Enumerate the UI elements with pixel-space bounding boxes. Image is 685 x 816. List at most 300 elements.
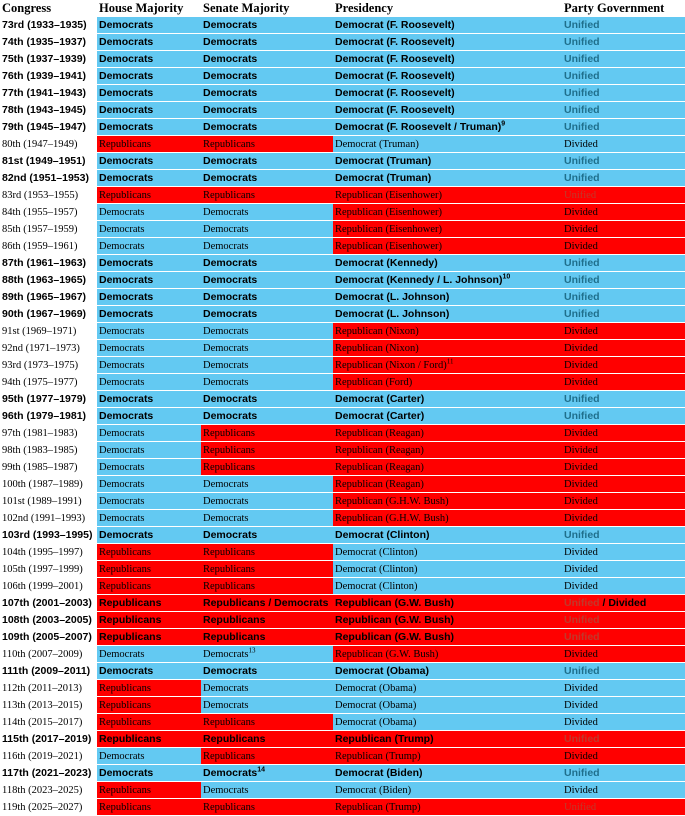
cell-senate-majority-text: Democrats (203, 325, 249, 337)
cell-house-majority (97, 578, 201, 595)
cell-senate-majority (201, 782, 333, 799)
col-header-senate: Senate Majority (201, 0, 333, 17)
cell-senate-majority-text: Republicans (203, 444, 255, 456)
table-row (0, 51, 685, 68)
cell-congress-text: 104th (1995–1997) (2, 546, 83, 558)
cell-party-government-text: Unified (564, 86, 600, 99)
cell-house-majority-text: Democrats (99, 376, 145, 388)
cell-presidency-text: Republican (G.W. Bush) (335, 613, 455, 626)
cell-house-majority-text: Republicans (99, 732, 162, 745)
cell-presidency (333, 221, 562, 238)
cell-senate-majority (201, 408, 333, 425)
cell-presidency-text: Democrat (Kennedy / L. Johnson) (335, 273, 503, 286)
header-row (0, 0, 685, 17)
cell-party-government (562, 34, 685, 51)
cell-party-government-text: Unified (564, 732, 600, 745)
cell-senate-majority-text: Republicans (203, 630, 266, 643)
cell-senate-majority-text: Democrats (203, 512, 249, 524)
cell-party-government-text: Divided (564, 784, 598, 796)
cell-senate-majority-text: Republicans (203, 461, 255, 473)
cell-congress (0, 136, 97, 153)
cell-senate-majority (201, 323, 333, 340)
cell-house-majority (97, 34, 201, 51)
cell-house-majority (97, 731, 201, 748)
cell-senate-majority (201, 629, 333, 646)
cell-house-majority-text: Democrats (99, 359, 145, 371)
cell-house-majority (97, 595, 201, 612)
cell-congress (0, 782, 97, 799)
cell-senate-majority-text: Democrats (203, 290, 258, 303)
cell-presidency-text: Democrat (F. Roosevelt) (335, 103, 455, 116)
cell-party-government-text: Divided (564, 206, 598, 218)
cell-presidency-text: Republican (Eisenhower) (335, 240, 443, 252)
cell-house-majority (97, 136, 201, 153)
cell-congress-text: 109th (2005–2007) (2, 630, 92, 643)
table-row (0, 136, 685, 153)
cell-congress (0, 799, 97, 816)
cell-congress-text: 87th (1961–1963) (2, 256, 87, 269)
cell-senate-majority (201, 442, 333, 459)
table-row (0, 646, 685, 663)
cell-house-majority-text: Democrats (99, 171, 154, 184)
cell-congress (0, 748, 97, 765)
cell-congress-text: 111th (2009–2011) (2, 664, 91, 677)
cell-senate-majority (201, 187, 333, 204)
cell-presidency-text: Democrat (Biden) (335, 766, 423, 779)
table-row (0, 782, 685, 799)
cell-senate-majority-text: Democrats (203, 478, 249, 490)
cell-presidency-text: Republican (Eisenhower) (335, 206, 443, 218)
cell-presidency-text: Republican (G.W. Bush) (335, 648, 439, 660)
cell-congress-text: 80th (1947–1949) (2, 138, 78, 150)
cell-house-majority (97, 102, 201, 119)
cell-party-government (562, 221, 685, 238)
cell-senate-majority-text: Democrats (203, 86, 258, 99)
cell-house-majority (97, 476, 201, 493)
cell-senate-majority-text: Republicans (203, 138, 255, 150)
table-row (0, 119, 685, 136)
cell-party-government (562, 459, 685, 476)
cell-presidency-text: Republican (G.H.W. Bush) (335, 495, 449, 507)
cell-house-majority (97, 119, 201, 136)
cell-congress-text: 116th (2019–2021) (2, 750, 83, 762)
cell-presidency-text: Democrat (F. Roosevelt) (335, 18, 455, 31)
cell-congress (0, 289, 97, 306)
cell-presidency (333, 714, 562, 731)
cell-party-government (562, 340, 685, 357)
cell-congress (0, 34, 97, 51)
table-row (0, 68, 685, 85)
cell-presidency-text: Republican (Reagan) (335, 427, 424, 439)
cell-senate-majority-text: Democrats (203, 682, 249, 694)
cell-party-government (562, 799, 685, 816)
cell-house-majority-text: Republicans (99, 716, 151, 728)
cell-house-majority-text: Democrats (99, 52, 154, 65)
cell-congress-text: 97th (1981–1983) (2, 427, 78, 439)
cell-senate-majority-text: Republicans (203, 189, 255, 201)
cell-presidency-text: Republican (Reagan) (335, 461, 424, 473)
footnote-marker[interactable]: 13 (248, 646, 256, 654)
table-row (0, 340, 685, 357)
cell-party-government-text: Divided (564, 546, 598, 558)
cell-congress-text: 74th (1935–1937) (2, 35, 87, 48)
cell-party-government-text: Unified (564, 664, 600, 677)
cell-party-government-text: Unified (564, 290, 600, 303)
cell-presidency-text: Republican (Nixon) (335, 325, 419, 337)
cell-congress (0, 442, 97, 459)
cell-senate-majority (201, 731, 333, 748)
cell-party-government-text: Divided (564, 682, 598, 694)
cell-congress-text: 98th (1983–1985) (2, 444, 78, 456)
cell-house-majority-text: Democrats (99, 766, 154, 779)
cell-party-government-secondary: / Divided (599, 596, 647, 609)
cell-presidency-text: Democrat (F. Roosevelt) (335, 52, 455, 65)
cell-congress (0, 119, 97, 136)
cell-senate-majority-text: Democrats (203, 495, 249, 507)
cell-house-majority (97, 238, 201, 255)
cell-presidency (333, 340, 562, 357)
cell-presidency (333, 748, 562, 765)
cell-congress-text: 100th (1987–1989) (2, 478, 83, 490)
cell-congress (0, 629, 97, 646)
cell-congress-text: 105th (1997–1999) (2, 563, 83, 575)
cell-house-majority-text: Democrats (99, 495, 145, 507)
cell-house-majority-text: Democrats (99, 512, 145, 524)
cell-presidency (333, 459, 562, 476)
cell-house-majority (97, 391, 201, 408)
cell-presidency (333, 153, 562, 170)
cell-house-majority-text: Republicans (99, 784, 151, 796)
cell-senate-majority (201, 510, 333, 527)
cell-presidency-text: Democrat (Truman) (335, 171, 432, 184)
cell-party-government (562, 612, 685, 629)
cell-presidency-text: Democrat (Obama) (335, 664, 429, 677)
cell-party-government (562, 561, 685, 578)
cell-party-government-text: Unified (564, 52, 600, 65)
table-row (0, 731, 685, 748)
cell-congress (0, 612, 97, 629)
cell-congress-text: 96th (1979–1981) (2, 409, 87, 422)
cell-party-government-text: Unified (564, 528, 600, 541)
table-row (0, 629, 685, 646)
cell-house-majority (97, 340, 201, 357)
cell-house-majority-text: Democrats (99, 444, 145, 456)
cell-house-majority-text: Democrats (99, 325, 145, 337)
cell-party-government-text: Unified (564, 630, 600, 643)
cell-house-majority-text: Republicans (99, 563, 151, 575)
cell-presidency (333, 425, 562, 442)
cell-party-government-text: Unified (564, 35, 600, 48)
cell-senate-majority-text: Democrats (203, 307, 258, 320)
cell-senate-majority-text: Democrats (203, 154, 258, 167)
col-header-government: Party Government (562, 0, 685, 17)
cell-house-majority-text: Democrats (99, 427, 145, 439)
cell-party-government (562, 629, 685, 646)
cell-congress (0, 204, 97, 221)
cell-senate-majority (201, 459, 333, 476)
table-row (0, 17, 685, 34)
cell-presidency (333, 782, 562, 799)
cell-presidency-text: Democrat (Carter) (335, 392, 425, 405)
cell-house-majority-text: Democrats (99, 69, 154, 82)
cell-party-government (562, 68, 685, 85)
cell-house-majority-text: Republicans (99, 596, 162, 609)
cell-congress (0, 17, 97, 34)
cell-party-government-text: Divided (564, 478, 598, 490)
table-row (0, 561, 685, 578)
cell-house-majority-text: Republicans (99, 630, 162, 643)
cell-senate-majority (201, 595, 333, 612)
cell-presidency (333, 544, 562, 561)
cell-party-government (562, 646, 685, 663)
cell-party-government (562, 476, 685, 493)
cell-congress (0, 170, 97, 187)
cell-presidency-text: Republican (Eisenhower) (335, 223, 443, 235)
cell-congress-text: 103rd (1993–1995) (2, 528, 93, 541)
cell-presidency (333, 272, 562, 289)
table-row (0, 306, 685, 323)
cell-congress-text: 95th (1977–1979) (2, 392, 87, 405)
table-row (0, 272, 685, 289)
cell-house-majority (97, 17, 201, 34)
cell-house-majority (97, 459, 201, 476)
table-row (0, 510, 685, 527)
table-row (0, 697, 685, 714)
table-row (0, 748, 685, 765)
cell-senate-majority (201, 102, 333, 119)
cell-house-majority-text: Republicans (99, 613, 162, 626)
cell-senate-majority (201, 663, 333, 680)
cell-congress-text: 113th (2013–2015) (2, 699, 83, 711)
cell-party-government (562, 170, 685, 187)
cell-presidency (333, 306, 562, 323)
cell-congress (0, 459, 97, 476)
cell-house-majority (97, 425, 201, 442)
cell-party-government-text: Divided (564, 750, 598, 762)
cell-congress (0, 68, 97, 85)
cell-presidency (333, 170, 562, 187)
table-row (0, 578, 685, 595)
cell-senate-majority-text: Democrats (203, 171, 258, 184)
cell-presidency (333, 408, 562, 425)
cell-senate-majority-text: Democrats (203, 52, 258, 65)
cell-house-majority-text: Democrats (99, 478, 145, 490)
cell-presidency (333, 629, 562, 646)
cell-house-majority-text: Democrats (99, 103, 154, 116)
cell-party-government (562, 697, 685, 714)
cell-presidency (333, 612, 562, 629)
cell-congress (0, 102, 97, 119)
cell-presidency-text: Republican (G.H.W. Bush) (335, 512, 449, 524)
cell-senate-majority (201, 544, 333, 561)
table-row (0, 187, 685, 204)
cell-presidency (333, 391, 562, 408)
cell-senate-majority-text: Democrats (203, 69, 258, 82)
cell-house-majority-text: Democrats (99, 18, 154, 31)
cell-house-majority (97, 153, 201, 170)
cell-party-government (562, 289, 685, 306)
cell-party-government-text: Unified (564, 69, 600, 82)
cell-congress (0, 595, 97, 612)
cell-senate-majority-text: Republicans (203, 580, 255, 592)
cell-presidency-text: Democrat (F. Roosevelt) (335, 86, 455, 99)
table-row (0, 153, 685, 170)
cell-congress-text: 78th (1943–1945) (2, 103, 87, 116)
cell-congress (0, 272, 97, 289)
cell-presidency (333, 731, 562, 748)
cell-house-majority-text: Democrats (99, 120, 154, 133)
table-row (0, 170, 685, 187)
cell-house-majority (97, 697, 201, 714)
cell-congress-text: 82nd (1951–1953) (2, 171, 89, 184)
cell-presidency (333, 493, 562, 510)
cell-party-government-text: Divided (564, 223, 598, 235)
cell-party-government-text: Divided (564, 495, 598, 507)
cell-party-government (562, 306, 685, 323)
cell-presidency-text: Democrat (Clinton) (335, 528, 430, 541)
table-row (0, 714, 685, 731)
cell-party-government-text: Divided (564, 580, 598, 592)
cell-presidency (333, 323, 562, 340)
footnote-marker[interactable]: 10 (502, 273, 511, 280)
cell-presidency (333, 578, 562, 595)
cell-house-majority (97, 663, 201, 680)
cell-presidency-text: Democrat (Kennedy) (335, 256, 438, 269)
cell-house-majority-text: Republicans (99, 138, 151, 150)
cell-party-government (562, 544, 685, 561)
cell-congress (0, 544, 97, 561)
footnote-marker[interactable]: 11 (446, 357, 454, 365)
cell-presidency-text: Democrat (L. Johnson) (335, 290, 450, 303)
cell-congress (0, 51, 97, 68)
cell-congress-text: 92nd (1971–1973) (2, 342, 80, 354)
cell-senate-majority-text: Democrats (203, 392, 258, 405)
cell-congress (0, 765, 97, 782)
cell-congress (0, 391, 97, 408)
cell-senate-majority-text: Democrats (203, 376, 249, 388)
cell-presidency (333, 765, 562, 782)
cell-party-government (562, 85, 685, 102)
cell-house-majority-text: Democrats (99, 223, 145, 235)
cell-party-government-text: Divided (564, 427, 598, 439)
cell-house-majority (97, 306, 201, 323)
cell-senate-majority (201, 612, 333, 629)
cell-senate-majority-text: Republicans (203, 801, 255, 813)
cell-congress-text: 106th (1999–2001) (2, 580, 83, 592)
cell-congress (0, 306, 97, 323)
cell-party-government (562, 323, 685, 340)
cell-congress (0, 221, 97, 238)
cell-house-majority-text: Democrats (99, 528, 154, 541)
cell-house-majority-text: Democrats (99, 273, 154, 286)
col-header-presidency: Presidency (333, 0, 562, 17)
cell-party-government (562, 153, 685, 170)
cell-congress (0, 340, 97, 357)
cell-senate-majority (201, 204, 333, 221)
cell-house-majority-text: Democrats (99, 461, 145, 473)
table-row (0, 459, 685, 476)
cell-party-government-text: Unified (564, 171, 600, 184)
cell-presidency (333, 289, 562, 306)
cell-senate-majority-text: Democrats (203, 664, 258, 677)
footnote-marker[interactable]: 14 (257, 766, 266, 773)
cell-presidency (333, 476, 562, 493)
cell-congress-text: 86th (1959–1961) (2, 240, 78, 252)
cell-senate-majority (201, 374, 333, 391)
cell-senate-majority-text: Republicans (203, 546, 255, 558)
table-row (0, 663, 685, 680)
cell-presidency (333, 51, 562, 68)
cell-party-government (562, 510, 685, 527)
cell-senate-majority (201, 680, 333, 697)
cell-party-government (562, 714, 685, 731)
cell-senate-majority (201, 153, 333, 170)
cell-senate-majority-text: Democrats (203, 342, 249, 354)
table-row (0, 527, 685, 544)
cell-congress (0, 425, 97, 442)
cell-house-majority (97, 493, 201, 510)
cell-party-government (562, 493, 685, 510)
cell-presidency (333, 187, 562, 204)
table-row (0, 595, 685, 612)
cell-presidency-text: Democrat (Truman) (335, 154, 432, 167)
table-row (0, 289, 685, 306)
table-row (0, 255, 685, 272)
cell-senate-majority (201, 476, 333, 493)
cell-congress-text: 83rd (1953–1955) (2, 189, 79, 201)
table-row (0, 476, 685, 493)
cell-presidency-text: Democrat (Truman) (335, 138, 419, 150)
cell-presidency (333, 85, 562, 102)
cell-party-government (562, 527, 685, 544)
cell-presidency-text: Democrat (F. Roosevelt) (335, 69, 455, 82)
cell-party-government (562, 731, 685, 748)
cell-party-government (562, 255, 685, 272)
cell-house-majority-text: Democrats (99, 750, 145, 762)
table-row (0, 799, 685, 816)
cell-presidency-text: Republican (Nixon / Ford) (335, 359, 447, 371)
table-row (0, 544, 685, 561)
cell-senate-majority-text: Democrats (203, 206, 249, 218)
cell-congress-text: 81st (1949–1951) (2, 154, 86, 167)
cell-house-majority-text: Democrats (99, 648, 145, 660)
table-row (0, 425, 685, 442)
cell-house-majority (97, 510, 201, 527)
cell-senate-majority-text: Republicans (203, 613, 266, 626)
cell-presidency (333, 357, 562, 374)
cell-congress-text: 77th (1941–1943) (2, 86, 87, 99)
cell-congress (0, 578, 97, 595)
cell-presidency (333, 34, 562, 51)
cell-congress-text: 85th (1957–1959) (2, 223, 78, 235)
cell-congress (0, 561, 97, 578)
cell-senate-majority-text: Democrats (203, 699, 249, 711)
footnote-marker[interactable]: 9 (501, 120, 506, 127)
cell-party-government-text: Unified (564, 18, 600, 31)
cell-presidency-text: Democrat (Clinton) (335, 546, 418, 558)
cell-senate-majority (201, 255, 333, 272)
cell-house-majority (97, 204, 201, 221)
table-body (0, 17, 685, 816)
cell-party-government (562, 272, 685, 289)
table-row (0, 34, 685, 51)
cell-senate-majority (201, 425, 333, 442)
cell-party-government (562, 204, 685, 221)
cell-party-government (562, 663, 685, 680)
cell-presidency-text: Republican (Ford) (335, 376, 413, 388)
cell-house-majority-text: Democrats (99, 35, 154, 48)
cell-congress-text: 94th (1975–1977) (2, 376, 78, 388)
